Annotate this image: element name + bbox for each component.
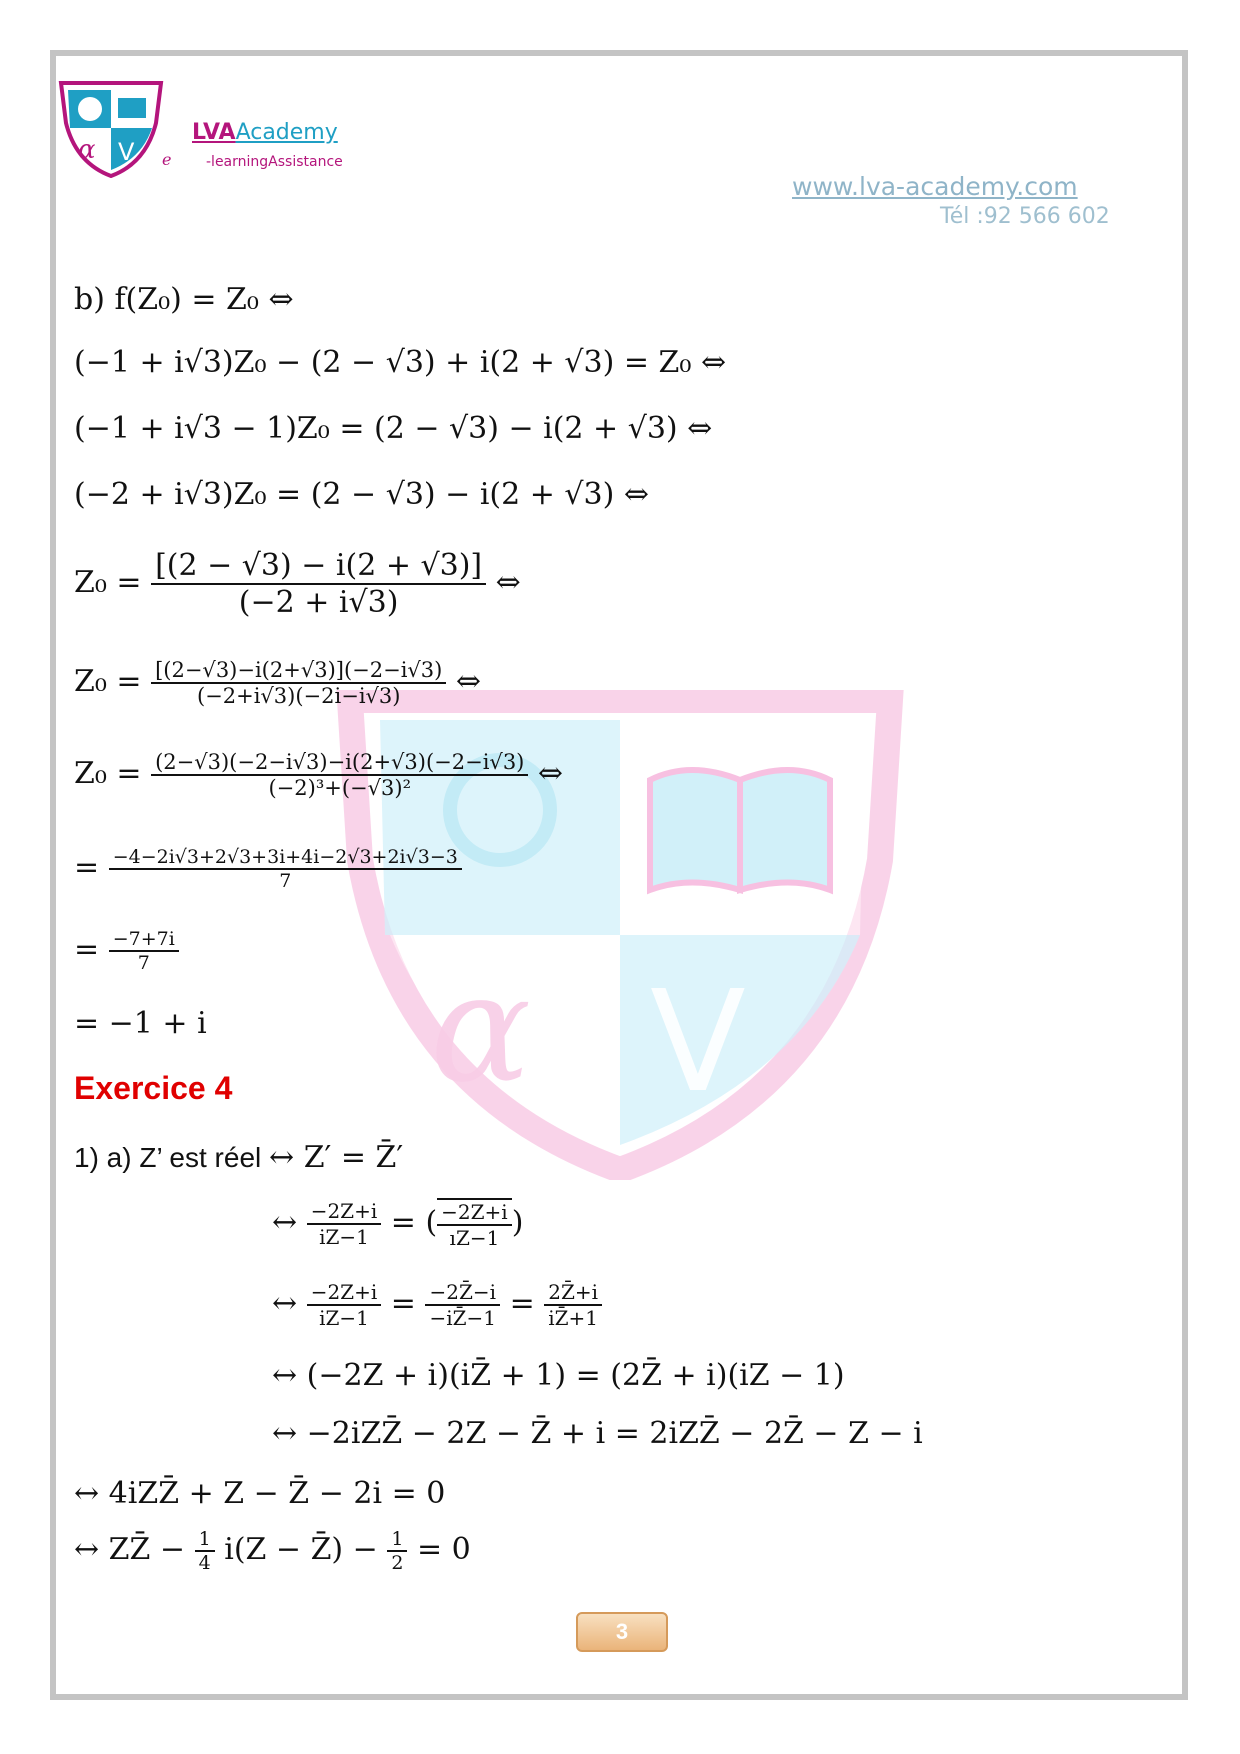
step-6-fraction-half bbox=[387, 1528, 407, 1574]
line-5-numerator: [(2 − √3) − i(2 + √3)] bbox=[151, 548, 486, 585]
lva-logo-icon bbox=[56, 78, 166, 178]
line-5-denominator: (−2 + i√3) bbox=[238, 585, 399, 620]
step-2-den-2: −iZ̄−1 bbox=[429, 1306, 497, 1330]
question-prefix: 1) a) Z’ est réel bbox=[74, 1142, 270, 1173]
brand-name bbox=[192, 120, 338, 145]
step-2-equals-1: = bbox=[390, 1286, 416, 1321]
line-6-denominator: (−2+i√3)(−2i−i√3) bbox=[196, 684, 401, 708]
question-math: ↔ Z′ = Z̄′ bbox=[269, 1140, 404, 1175]
step-1-den-left: iZ−1 bbox=[319, 1225, 369, 1249]
exercise-title: Exercice 4 bbox=[74, 1070, 233, 1106]
line-7-rhs: ⇔ bbox=[537, 756, 564, 791]
brand-academy: Academy bbox=[235, 120, 338, 145]
equation-line-2: (−1 + i√3)Z₀ − (2 − √3) + i(2 + √3) = Z₀ ⇔ bbox=[74, 345, 727, 380]
line-7-numerator: (2−√3)(−2−i√3)−i(2+√3)(−2−i√3) bbox=[151, 750, 528, 776]
equation-line-3: (−1 + i√3 − 1)Z₀ = (2 − √3) − i(2 + √3) ⇔ bbox=[74, 411, 713, 446]
equation-line-1 bbox=[74, 282, 294, 317]
line-8-fraction bbox=[109, 846, 462, 892]
line-5-rhs: ⇔ bbox=[495, 565, 521, 600]
step-2-num-2: −2Z̄−i bbox=[425, 1280, 500, 1306]
step-1-num-right: −2Z+i bbox=[437, 1200, 512, 1226]
step-6-num-1: 1 bbox=[195, 1528, 215, 1552]
step-3: ↔ (−2Z + i)(iZ̄ + 1) = (2Z̄ + i)(iZ − 1) bbox=[272, 1358, 845, 1393]
line-6-lhs: Z₀ = bbox=[74, 664, 142, 699]
step-2 bbox=[272, 1280, 602, 1330]
step-6-part-a: ↔ ZZ̄ − bbox=[74, 1532, 186, 1567]
step-1-fraction-left bbox=[307, 1199, 382, 1249]
brand-tagline: -learningAssistance bbox=[206, 154, 343, 170]
line-1-text: b) f(Z₀) = Z₀ ⇔ bbox=[74, 282, 294, 317]
step-1-arrow: ↔ bbox=[272, 1205, 298, 1240]
exercise-4-question bbox=[74, 1140, 403, 1175]
brand-lva: LVA bbox=[192, 120, 236, 145]
step-1-num-left: −2Z+i bbox=[307, 1199, 382, 1225]
svg-text:V: V bbox=[650, 961, 746, 1124]
svg-text:α: α bbox=[430, 942, 532, 1116]
step-5: ↔ 4iZZ̄ + Z − Z̄ − 2i = 0 bbox=[74, 1476, 446, 1511]
line-5-lhs: Z₀ = bbox=[74, 565, 142, 600]
step-6-part-c: = 0 bbox=[417, 1532, 471, 1567]
phone-number: Tél :92 566 602 bbox=[940, 204, 1110, 229]
step-2-den-3: iZ̄+1 bbox=[548, 1306, 599, 1330]
step-2-arrow: ↔ bbox=[272, 1286, 298, 1321]
step-2-num-1: −2Z+i bbox=[307, 1280, 382, 1306]
line-9-lhs: = bbox=[74, 932, 100, 967]
step-6 bbox=[74, 1528, 471, 1574]
line-8-lhs: = bbox=[74, 850, 100, 885]
step-1-equals: = bbox=[390, 1205, 416, 1240]
equation-line-4: (−2 + i√3)Z₀ = (2 − √3) − i(2 + √3) ⇔ bbox=[74, 477, 650, 512]
line-5-fraction bbox=[151, 548, 486, 620]
step-2-den-1: iZ−1 bbox=[319, 1306, 369, 1330]
equation-line-9 bbox=[74, 928, 179, 974]
step-6-fraction-quarter bbox=[195, 1528, 215, 1574]
line-8-denominator: 7 bbox=[279, 870, 292, 892]
line-9-numerator: −7+7i bbox=[109, 928, 179, 952]
step-2-fraction-3 bbox=[544, 1280, 602, 1330]
equation-line-7 bbox=[74, 750, 563, 800]
line-7-lhs: Z₀ = bbox=[74, 756, 142, 791]
step-1-den-right: ıZ−1 bbox=[449, 1226, 500, 1250]
svg-text:α: α bbox=[78, 135, 96, 165]
equation-line-10: = −1 + i bbox=[74, 1006, 207, 1041]
step-6-num-2: 1 bbox=[387, 1528, 407, 1552]
equation-line-5 bbox=[74, 548, 521, 620]
step-6-den-2: 2 bbox=[391, 1552, 404, 1574]
line-7-denominator: (−2)³+(−√3)² bbox=[268, 776, 411, 800]
step-6-den-1: 4 bbox=[198, 1552, 211, 1574]
step-2-equals-2: = bbox=[509, 1286, 535, 1321]
website-link[interactable]: www.lva-academy.com bbox=[792, 172, 1078, 201]
step-6-part-b: i(Z − Z̄) − bbox=[224, 1532, 378, 1567]
step-2-fraction-1 bbox=[307, 1280, 382, 1330]
line-7-fraction bbox=[151, 750, 528, 800]
step-1: ↔ $\frac{-2Z+i}{iZ-1}$ = ( $\frac{-2Z+i}{ıZ-1}$ ) bbox=[272, 1199, 524, 1250]
equation-line-8 bbox=[74, 846, 462, 892]
line-6-rhs: ⇔ bbox=[455, 664, 482, 699]
step-1-fraction-right bbox=[437, 1198, 512, 1250]
equation-line-6 bbox=[74, 658, 481, 708]
svg-text:V: V bbox=[118, 138, 135, 166]
line-6-fraction bbox=[151, 658, 446, 708]
brand-e: e bbox=[162, 150, 172, 169]
line-9-fraction bbox=[109, 928, 179, 974]
step-4: ↔ −2iZZ̄ − 2Z − Z̄ + i = 2iZZ̄ − 2Z̄ − Z − i bbox=[272, 1416, 923, 1451]
page-number: 3 bbox=[576, 1612, 668, 1652]
line-8-numerator: −4−2i√3+2√3+3i+4i−2√3+2i√3−3 bbox=[109, 846, 462, 870]
step-2-fraction-2 bbox=[425, 1280, 500, 1330]
line-9-denominator: 7 bbox=[137, 952, 150, 974]
line-6-numerator: [(2−√3)−i(2+√3)](−2−i√3) bbox=[151, 658, 446, 684]
step-2-num-3: 2Z̄+i bbox=[544, 1280, 602, 1306]
